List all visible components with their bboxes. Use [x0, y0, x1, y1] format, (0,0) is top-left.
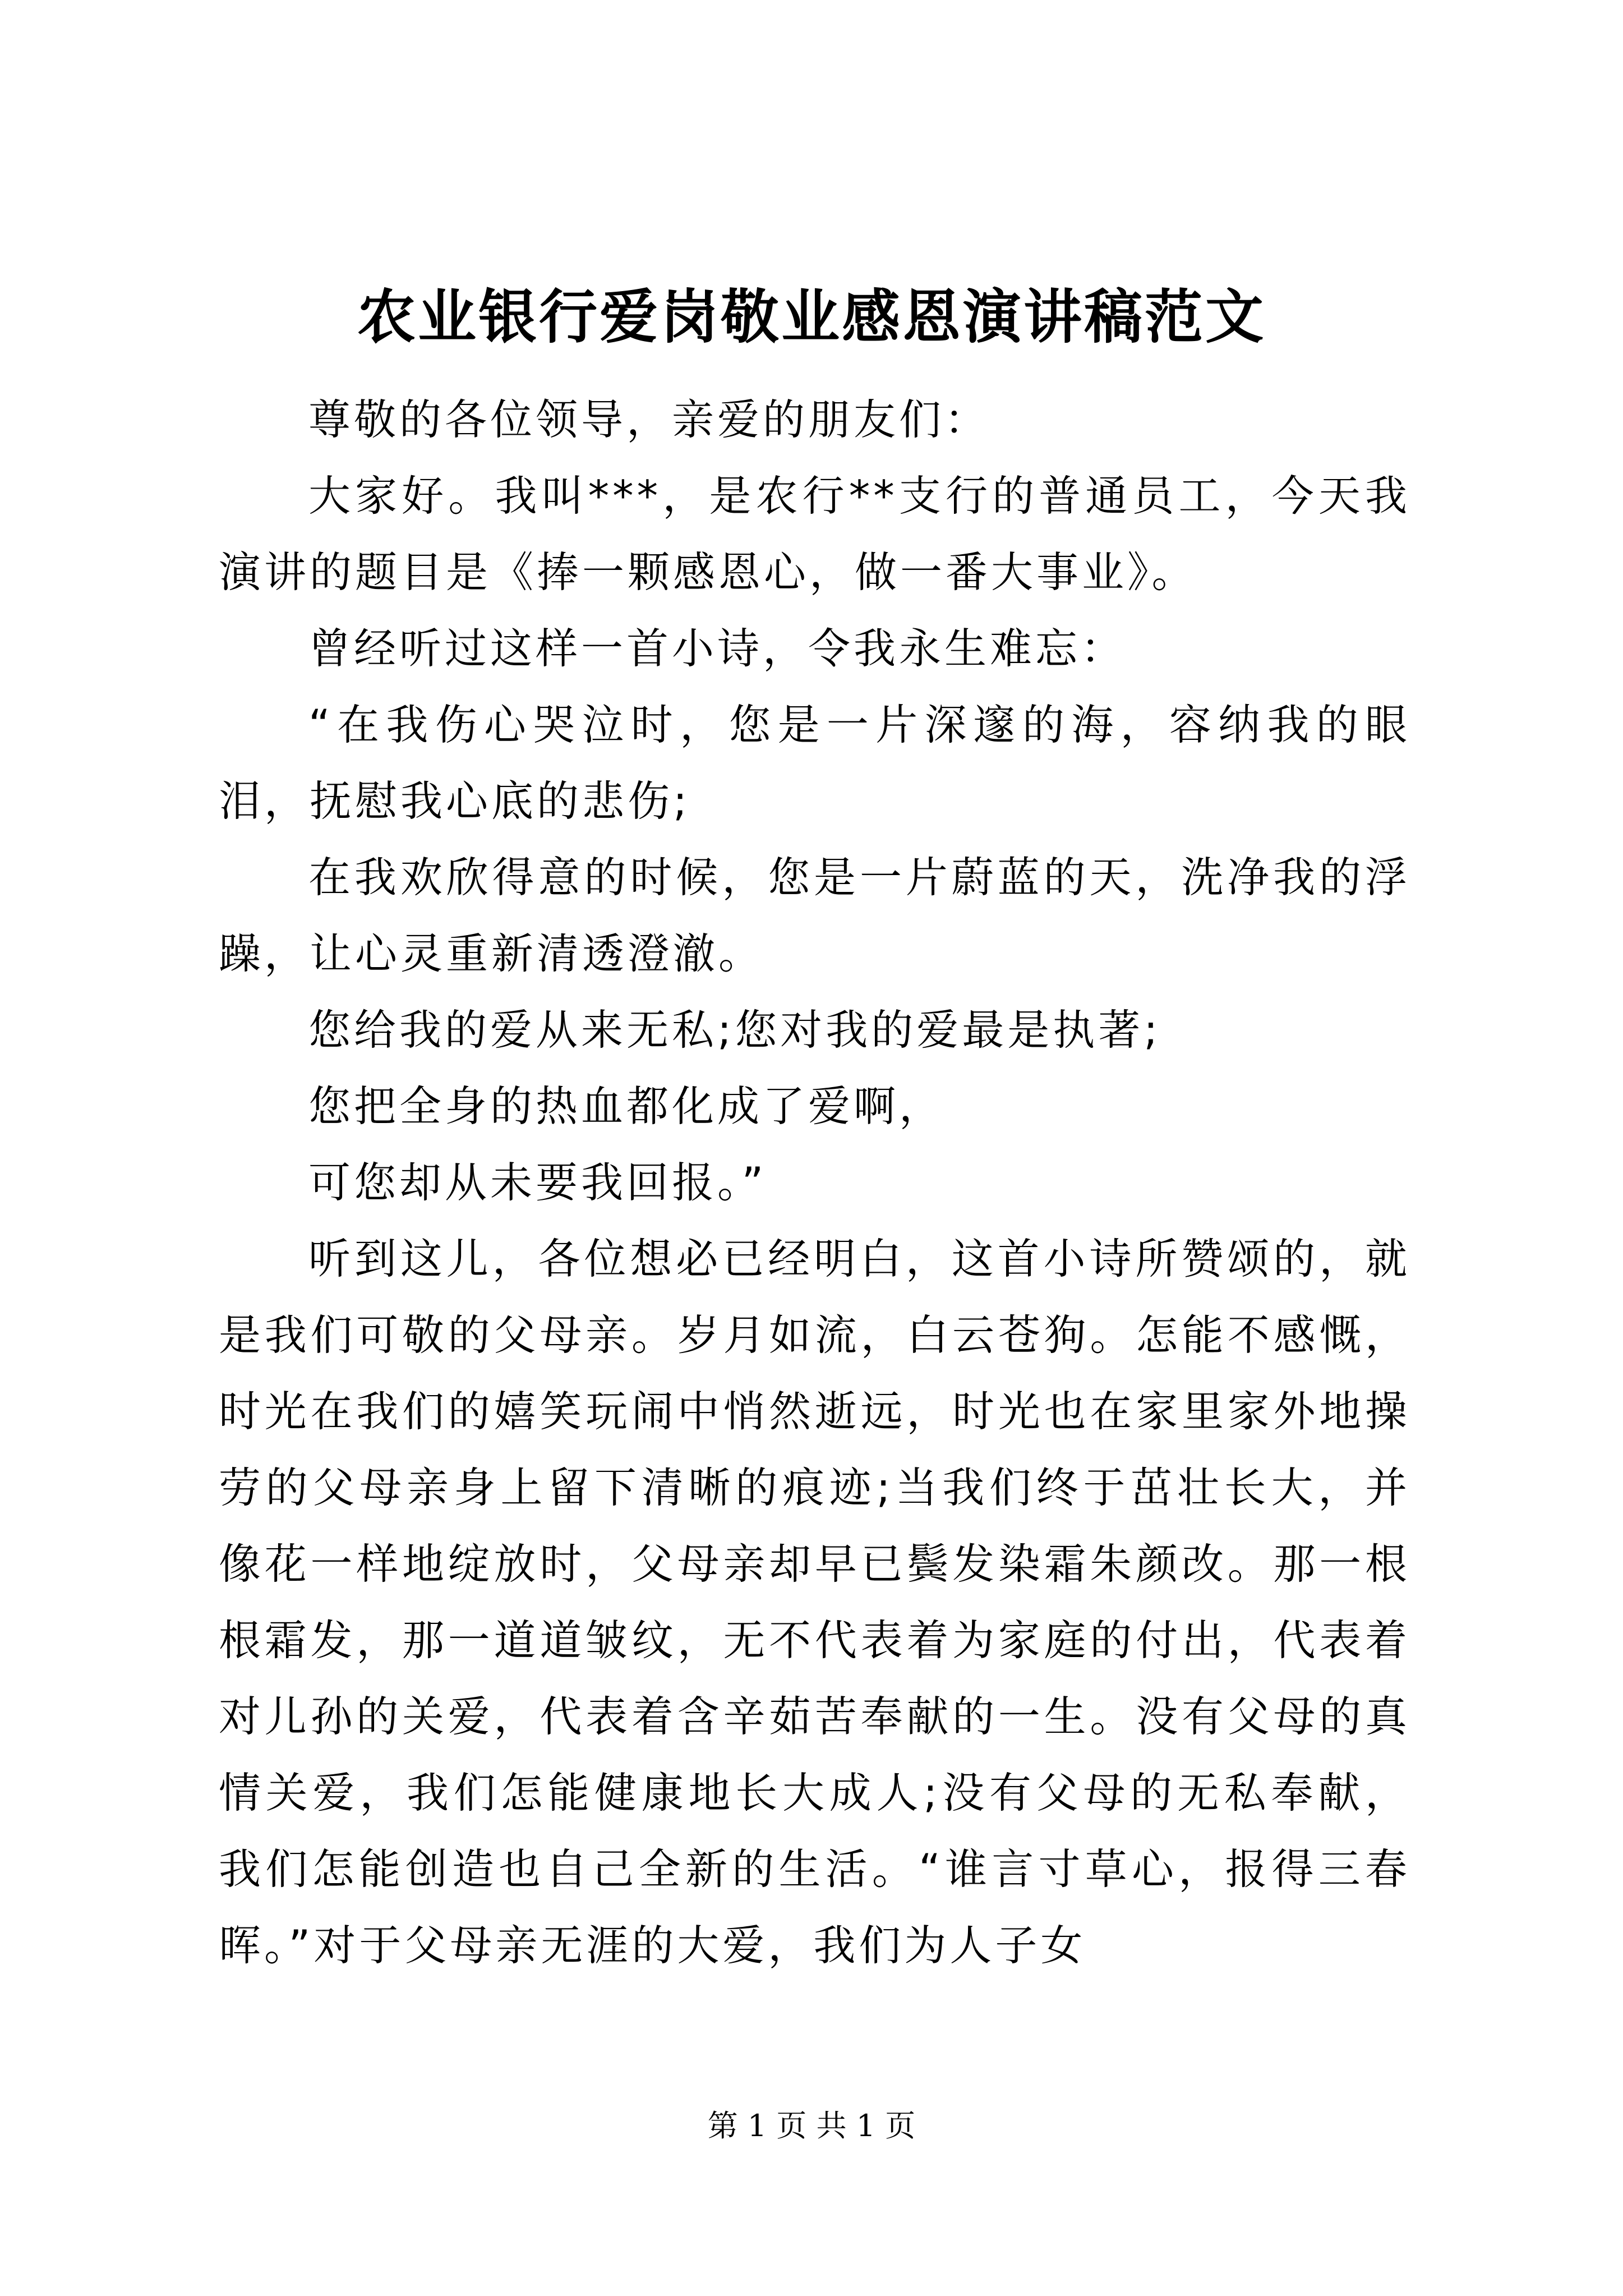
paragraph-poem-intro: 曾经听过这样一首小诗，令我永生难忘：	[308, 624, 1127, 673]
paragraph-poem-line-1: “在我伤心哭泣时，您是一片深邃的海，容纳我的眼泪，抚慰我心底的悲伤;	[219, 700, 1410, 826]
paragraph-poem-line-2: 在我欢欣得意的时候，您是一片蔚蓝的天，洗净我的浮躁，让心灵重新清透澄澈。	[219, 853, 1410, 978]
paragraph-salutation: 尊敬的各位领导，亲爱的朋友们：	[308, 395, 990, 444]
page-number-footer: 第 1 页 共 1 页	[707, 2108, 916, 2143]
paragraph-introduction: 大家好。我叫***，是农行**支行的普通员工，今天我演讲的题目是《捧一颗感恩心，做一番大事业》。	[219, 471, 1410, 597]
paragraph-reflection: 听到这儿，各位想必已经明白，这首小诗所赞颂的，就是我们可敬的父母亲。岁月如流，白云苍狗。怎能不感慨，时光在我们的嬉笑玩闹中悄然逝远，时光也在家里家外地操劳的父母亲身上留下清晰的痕迹;当我们终于茁壮长大，并像花一样地绽放时，父母亲却早已鬓发染霜朱颜改。那一根根霜发，那一道道皱纹，无不代表着为家庭的付出，代表着对儿孙的关爱，代表着含辛茹苦奉献的一生。没有父母的真情关爱，我们怎能健康地长大成人;没有父母的无私奉献，我们怎能创造也自己全新的生活。“谁言寸草心，报得三春晖。”对于父母亲无涯的大爱，我们为人子女	[219, 1234, 1410, 1970]
paragraph-poem-line-3: 您给我的爱从来无私;您对我的爱最是执著;	[308, 1005, 1161, 1055]
document-title: 农业银行爱岗敬业感恩演讲稿范文	[357, 282, 1266, 351]
paragraph-poem-line-4: 您把全身的热血都化成了爱啊，	[308, 1082, 945, 1131]
paragraph-poem-line-5: 可您却从未要我回报。”	[308, 1158, 767, 1207]
document-body	[219, 381, 1410, 1984]
